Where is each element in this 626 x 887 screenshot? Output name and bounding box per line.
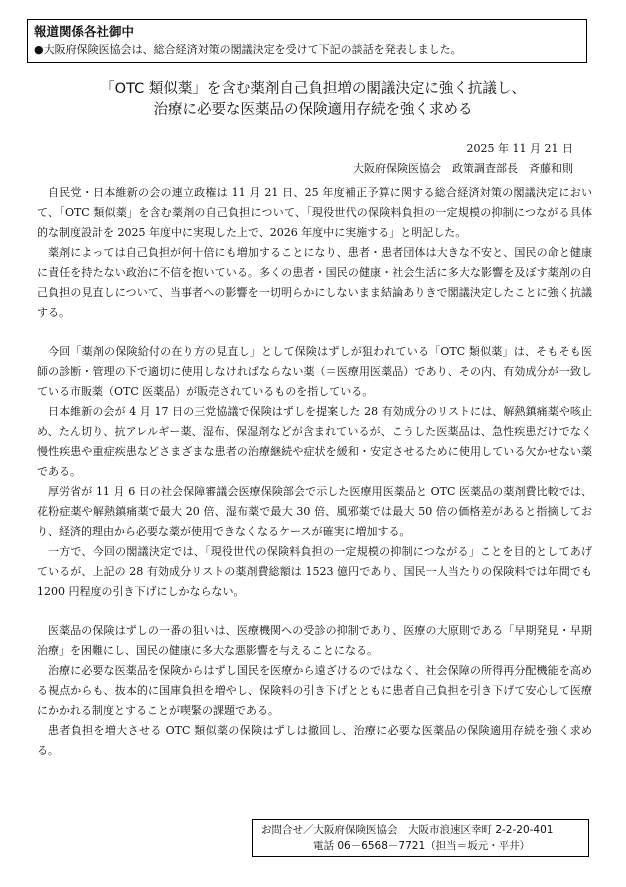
document-date: 2025 年 11 月 21 日 (466, 142, 573, 155)
paragraph: 治療に必要な医薬品を保険からはずし国民を医療から遠ざけるのではなく、社会保障の所得再分配機能を高める視点からも、抜本的に国庫負担を増やし、保険料の引き下げとともに患者自己負担を引き下げて安心して医療にかかれる制度とすることが喫緊の課題である。 (37, 664, 592, 717)
paragraph: 医薬品の保険はずしの一番の狙いは、医療機関への受診の抑制であり、医療の大原則である「早期発見・早期治療」を困難にし、国民の健康に多大な悪影響を与えることになる。 (37, 624, 592, 657)
contact-address: お問合せ／大阪府保険医協会 大阪市浪速区幸町 2-2-20-401 (261, 824, 554, 836)
paragraph: 自民党・日本維新の会の連立政権は 11 月 21 日、25 年度補正予算に関する総合経済対策の閣議決定において、「OTC 類似薬」を含む薬剤の自己負担について、「現役世代の保険料負担の一定規模の抑制につながる具体的な制度設計を 2025 年度中に実現した上で、2026 年度中に実施する」と明記した。 (37, 186, 592, 239)
paragraph: 一方で、今回の閣議決定では、「現役世代の保険料負担の一定規模の抑制につながる」ことを目的としてあげているが、上記の 28 有効成分リストの薬剤費総額は 1523 億円であり、国民一人当たりの保険料では年間でも 1200 円程度の引き下げにしかならない。 (37, 545, 592, 598)
section-gap (37, 602, 592, 621)
contact-phone: 電話 06－6568－7721（担当＝坂元・平井） (313, 840, 531, 852)
contact-box (252, 819, 589, 857)
paragraph: 厚労省が 11 月 6 日の社会保障審議会医療保険部会で示した医療用医薬品と OTC 医薬品の薬剤費比較では、花粉症薬や解熱鎮痛薬で最大 20 倍、湿布薬で最大 30 倍、風邪薬では最大 50 倍の価格差があると指摘しており、経済的理由から必要な薬が使用できなくなるケースが確実に増加する。 (37, 485, 592, 538)
document-title-line-2: 治療に必要な医薬品の保険適用存続を強く求める (153, 102, 473, 118)
paragraph: 日本維新の会が 4 月 17 日の三党協議で保険はずしを提案した 28 有効成分のリストには、解熱鎮痛薬や咳止め、たん切り、抗アレルギー薬、湿布、保湿剤などが含まれているが、こうした医薬品は、急性疾患だけでなく慢性疾患や重症疾患などさまざまな患者の治療継続や症状を緩和・安定させるために使用している欠かせない薬である。 (37, 405, 592, 478)
paragraph: 今回「薬剤の保険給付の在り方の見直し」として保険はずしが狙われている「OTC 類似薬」は、そもそも医師の診断・管理の下で適切に使用しなければならない薬（＝医療用医薬品）であり、その内、有効成分が一致している市販薬（OTC 医薬品）が販売されているものを指している。 (37, 345, 592, 398)
paragraph: 患者負担を増大させる OTC 類似薬の保険はずしは撤回し、治療に必要な医薬品の保険適用存続を強く求める。 (37, 724, 592, 757)
press-header-box (27, 19, 587, 63)
statement-body (37, 183, 592, 761)
section-gap (37, 323, 592, 342)
press-announcement-line: ●大阪府保険医協会は、総合経済対策の閣議決定を受けて下記の談話を発表しました。 (34, 43, 462, 56)
document-title-line-1: 「OTC 類似薬」を含む薬剤自己負担増の閣議決定に強く抗議し、 (100, 81, 526, 97)
press-recipient-heading: 報道関係各社御中 (34, 24, 135, 39)
document-meta (353, 139, 573, 179)
paragraph: 薬剤によっては自己負担が何十倍にも増加することになり、患者・患者団体は大きな不安と、国民の命と健康に責任を持たない政治に不信を抱いている。多くの患者・国民の健康・社会生活に多大な影響を及ぼす薬剤の自己負担の見直しについて、当事者への影響を一切明らかにしないまま結論ありきで閣議決定したことに強く抗議する。 (37, 246, 592, 319)
document-author: 大阪府保険医協会 政策調査部長 斉藤和則 (353, 162, 573, 175)
document-title (0, 79, 626, 121)
